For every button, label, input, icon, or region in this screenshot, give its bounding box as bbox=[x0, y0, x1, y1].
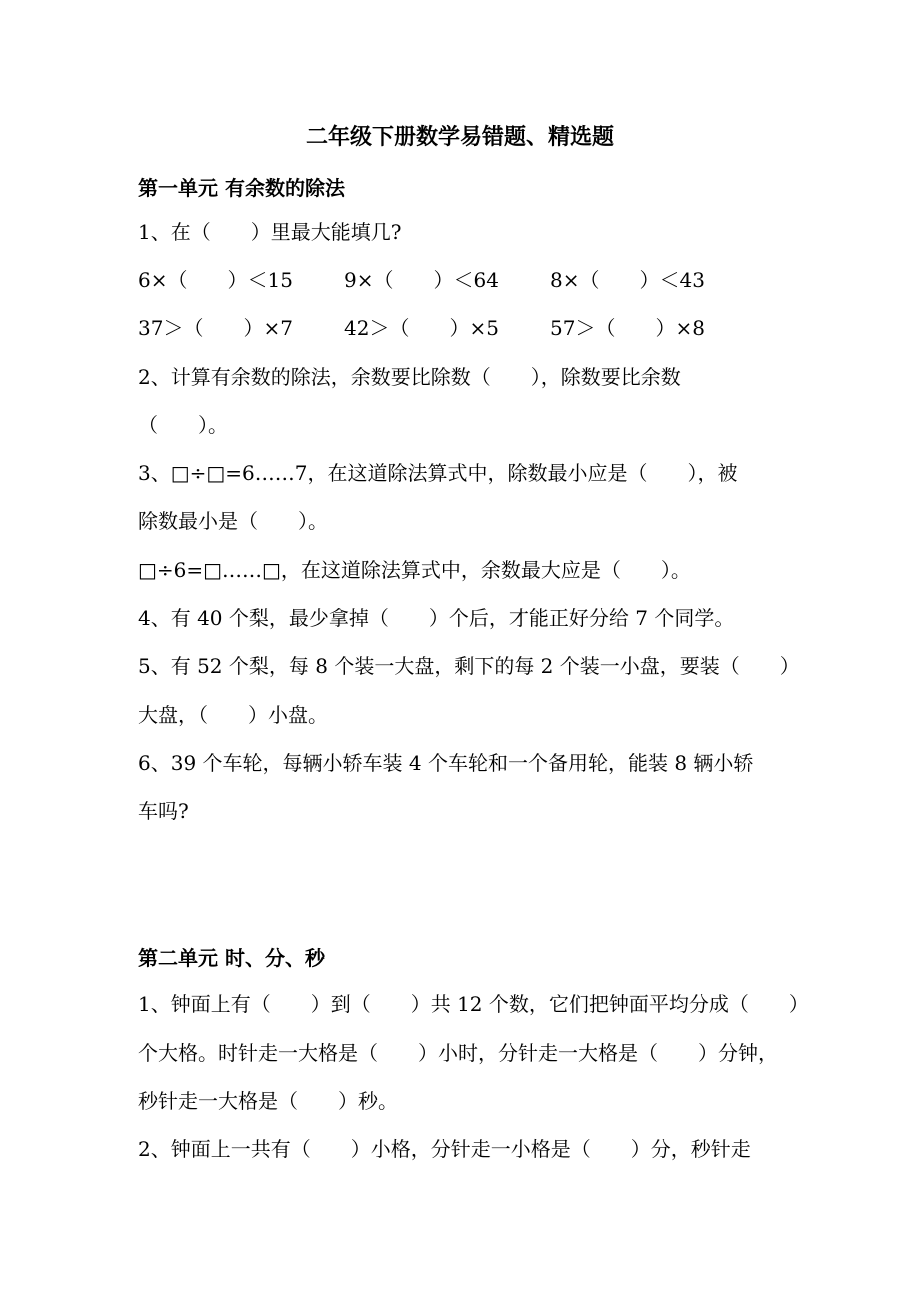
unit1-q2-line1: 2、计算有余数的除法，余数要比除数（ ），除数要比余数 bbox=[138, 365, 681, 389]
unit1-q1: 1、在（ ）里最大能填几? bbox=[138, 220, 402, 244]
unit1-q6-line1: 6、39 个车轮，每辆小轿车装 4 个车轮和一个备用轮，能装 8 辆小轿 bbox=[138, 751, 754, 775]
unit1-heading: 第一单元 有余数的除法 bbox=[138, 176, 345, 200]
unit2-heading: 第二单元 时、分、秒 bbox=[138, 946, 325, 970]
unit1-q2-line2: （ ）。 bbox=[138, 413, 228, 437]
q1-row2-item: 42＞（ ）×5 bbox=[344, 316, 499, 340]
unit1-q3-line3: □÷6=□……□，在这道除法算式中，余数最大应是（ ）。 bbox=[138, 558, 691, 582]
unit1-q3-line1: 3、□÷□=6……7，在这道除法算式中，除数最小应是（ ），被 bbox=[138, 461, 738, 485]
q1-row1-item: 8×（ ）＜43 bbox=[550, 268, 705, 292]
unit2-q1-line2: 个大格。时针走一大格是（ ）小时，分针走一大格是（ ）分钟， bbox=[138, 1041, 778, 1065]
q1-row1-item: 9×（ ）＜64 bbox=[344, 268, 499, 292]
unit2-q1-line3: 秒针走一大格是（ ）秒。 bbox=[138, 1089, 398, 1113]
q1-row2-item: 57＞（ ）×8 bbox=[550, 316, 705, 340]
unit2-q1-line1: 1、钟面上有（ ）到（ ）共 12 个数，它们把钟面平均分成（ ） bbox=[138, 992, 809, 1016]
unit1-q4: 4、有 40 个梨，最少拿掉（ ）个后，才能正好分给 7 个同学。 bbox=[138, 606, 735, 630]
unit1-q3-line2: 除数最小是（ ）。 bbox=[138, 509, 328, 533]
unit1-q5-line2: 大盘，（ ）小盘。 bbox=[138, 703, 328, 727]
page-title: 二年级下册数学易错题、精选题 bbox=[305, 124, 614, 150]
q1-row2-item: 37＞（ ）×7 bbox=[138, 316, 293, 340]
unit1-q5-line1: 5、有 52 个梨，每 8 个装一大盘，剩下的每 2 个装一小盘，要装（ ） bbox=[138, 654, 800, 678]
unit1-q6-line2: 车吗? bbox=[138, 799, 189, 823]
unit2-q2-line1: 2、钟面上一共有（ ）小格，分针走一小格是（ ）分，秒针走 bbox=[138, 1137, 751, 1161]
q1-row1-item: 6×（ ）＜15 bbox=[138, 268, 293, 292]
